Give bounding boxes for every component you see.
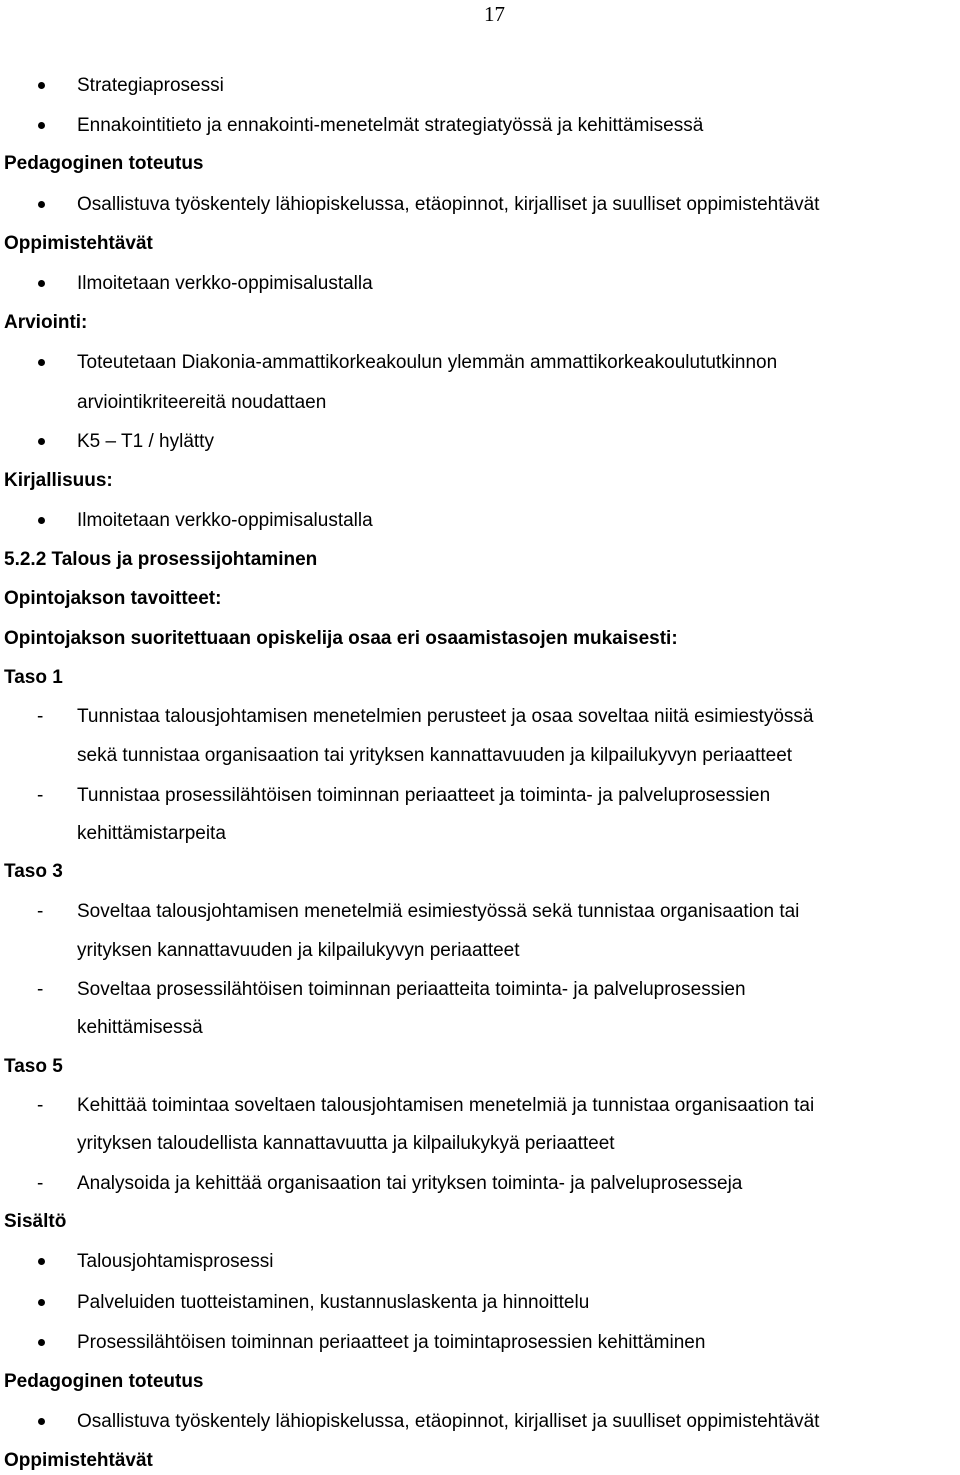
bullet-icon — [38, 517, 45, 524]
dash-text-continuation: yrityksen kannattavuuden ja kilpailukyvyn periaatteet — [77, 940, 520, 961]
dash-text-continuation: kehittämisessä — [77, 1017, 203, 1038]
bullet-text: Toteutetaan Diakonia-ammattikorkeakoulun ylemmän ammattikorkeakoulututkinnon — [77, 352, 778, 373]
dash-text: Tunnistaa talousjohtamisen menetelmien perusteet ja osaa soveltaa niitä esimiestyössä — [77, 706, 814, 727]
dash-marker: - — [37, 706, 44, 727]
bullet-text: Ilmoitetaan verkko-oppimisalustalla — [77, 510, 373, 531]
page-number: 17 — [484, 2, 505, 26]
bullet-text-continuation: arviointikriteereitä noudattaen — [77, 392, 327, 413]
section-heading: Kirjallisuus: — [4, 470, 113, 491]
bullet-text: K5 – T1 / hylätty — [77, 431, 214, 452]
bullet-icon — [38, 82, 45, 89]
section-heading: Arviointi: — [4, 312, 88, 333]
section-heading: Pedagoginen toteutus — [4, 153, 204, 174]
dash-marker: - — [37, 785, 44, 806]
bullet-text: Talousjohtamisprosessi — [77, 1251, 274, 1272]
bullet-text: Ilmoitetaan verkko-oppimisalustalla — [77, 273, 373, 294]
dash-text-continuation: yrityksen taloudellista kannattavuutta ja kilpailukykyä periaatteet — [77, 1133, 615, 1154]
level-heading: Taso 1 — [4, 667, 63, 688]
section-heading: Sisältö — [4, 1211, 67, 1232]
bullet-icon — [38, 122, 45, 129]
bullet-text: Osallistuva työskentely lähiopiskelussa, etäopinnot, kirjalliset ja suulliset oppimistehtävät — [77, 1411, 820, 1432]
level-heading: Taso 5 — [4, 1056, 63, 1077]
bullet-text: Prosessilähtöisen toiminnan periaatteet ja toimintaprosessien kehittäminen — [77, 1332, 706, 1353]
dash-text: Analysoida ja kehittää organisaation tai yrityksen toiminta- ja palveluprosesseja — [77, 1173, 743, 1194]
section-heading: Opintojakson tavoitteet: — [4, 588, 222, 609]
dash-marker: - — [37, 901, 44, 922]
bullet-icon — [38, 1339, 45, 1346]
bullet-icon — [38, 280, 45, 287]
section-heading: Oppimistehtävät — [4, 1450, 153, 1471]
dash-text: Soveltaa prosessilähtöisen toiminnan periaatteita toiminta- ja palveluprosessien — [77, 979, 746, 1000]
bullet-icon — [38, 201, 45, 208]
dash-text: Soveltaa talousjohtamisen menetelmiä esimiestyössä sekä tunnistaa organisaation tai — [77, 901, 800, 922]
dash-marker: - — [37, 979, 44, 1000]
dash-text: Kehittää toimintaa soveltaen talousjohtamisen menetelmiä ja tunnistaa organisaation tai — [77, 1095, 815, 1116]
bullet-text: Strategiaprosessi — [77, 75, 224, 96]
dash-marker: - — [37, 1173, 44, 1194]
bullet-icon — [38, 438, 45, 445]
section-heading: Pedagoginen toteutus — [4, 1371, 204, 1392]
bullet-text: Ennakointitieto ja ennakointi-menetelmät strategiatyössä ja kehittämisessä — [77, 115, 704, 136]
dash-text: Tunnistaa prosessilähtöisen toiminnan periaatteet ja toiminta- ja palveluprosessien — [77, 785, 771, 806]
section-heading: Oppimistehtävät — [4, 233, 153, 254]
bullet-text: Palveluiden tuotteistaminen, kustannuslaskenta ja hinnoittelu — [77, 1292, 590, 1313]
bullet-icon — [38, 1299, 45, 1306]
section-heading: Opintojakson suoritettuaan opiskelija osaa eri osaamistasojen mukaisesti: — [4, 628, 678, 649]
dash-text-continuation: sekä tunnistaa organisaation tai yrityksen kannattavuuden ja kilpailukyvyn periaatteet — [77, 745, 793, 766]
level-heading: Taso 3 — [4, 861, 63, 882]
dash-text-continuation: kehittämistarpeita — [77, 823, 226, 844]
course-title: 5.2.2 Talous ja prosessijohtaminen — [4, 549, 318, 570]
dash-marker: - — [37, 1095, 44, 1116]
bullet-icon — [38, 1418, 45, 1425]
bullet-icon — [38, 1258, 45, 1265]
bullet-text: Osallistuva työskentely lähiopiskelussa, etäopinnot, kirjalliset ja suulliset oppimistehtävät — [77, 194, 820, 215]
bullet-icon — [38, 359, 45, 366]
